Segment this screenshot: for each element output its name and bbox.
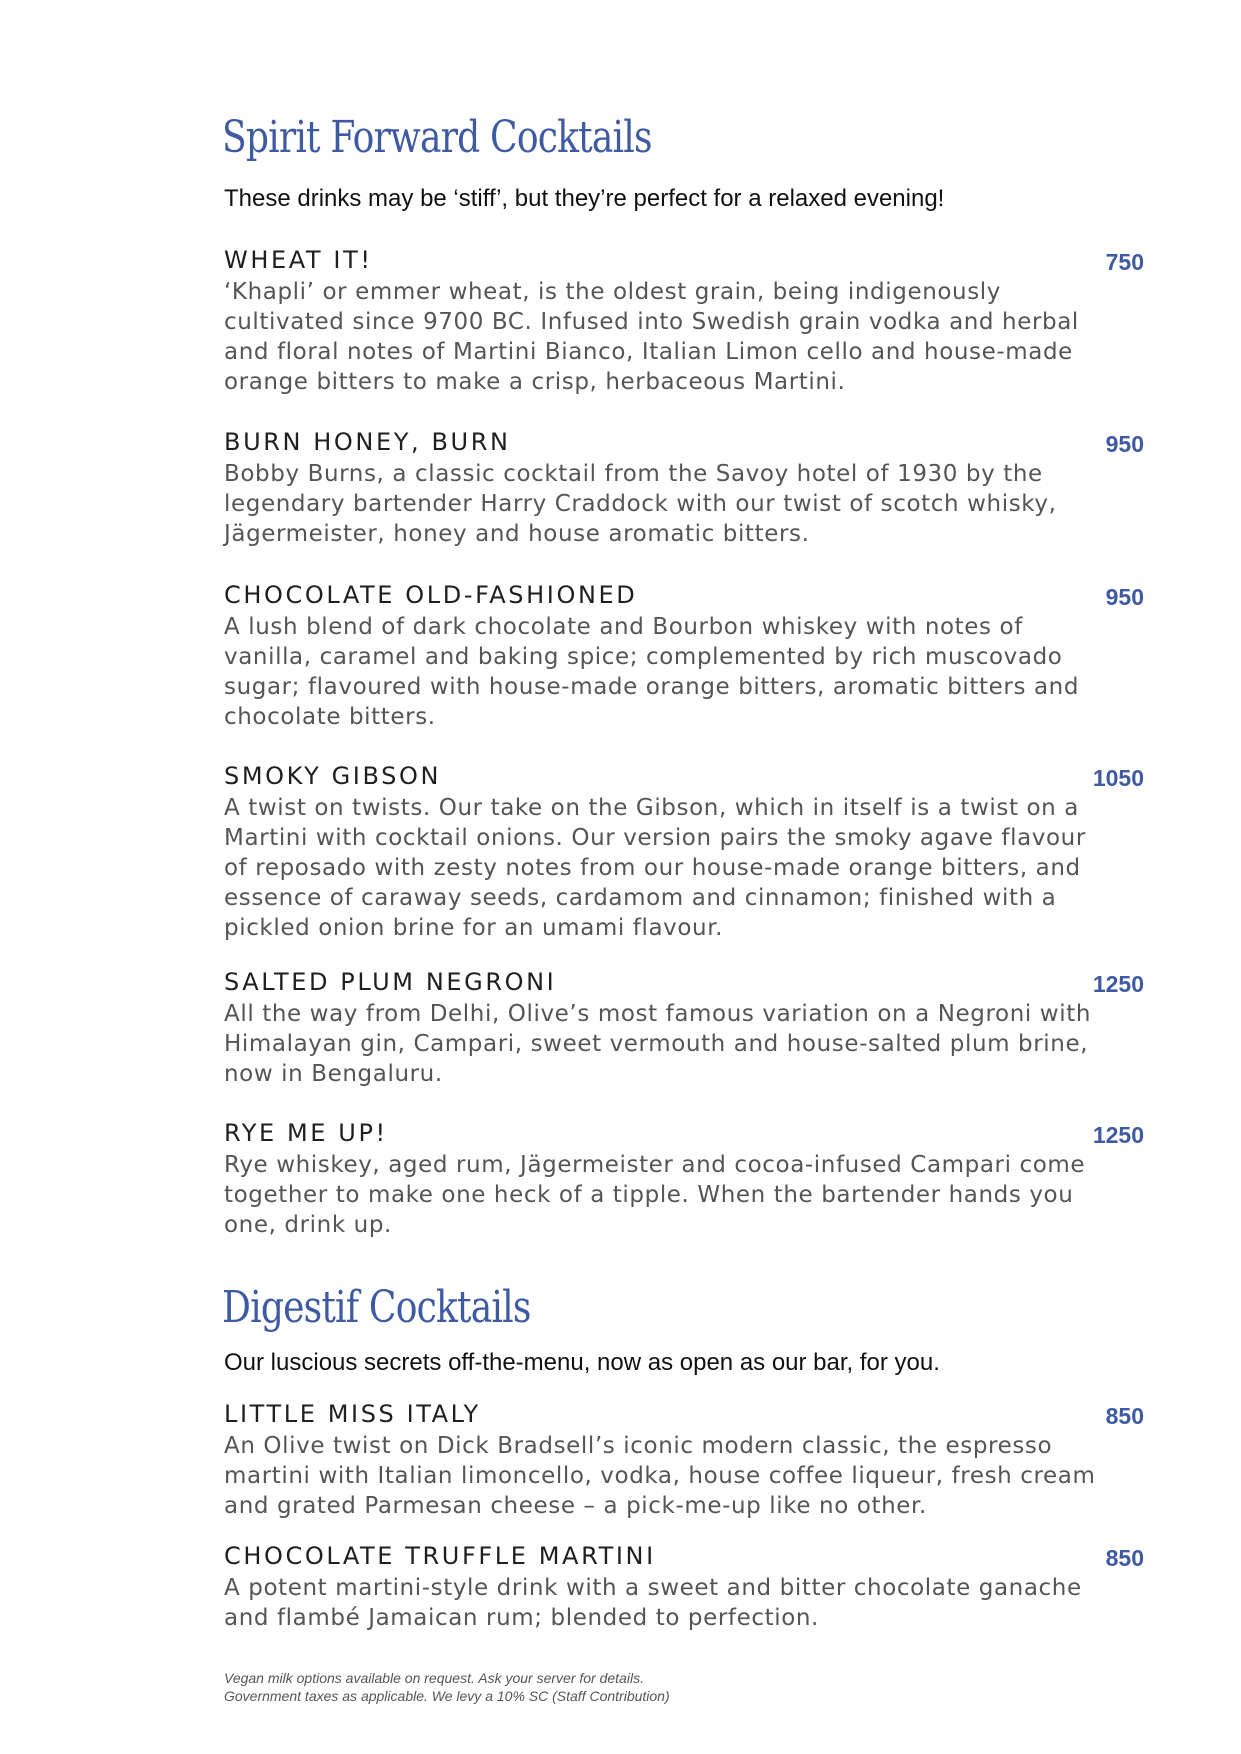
section-intro-spirit-forward: These drinks may be ‘stiff’, but they’re perfect for a relaxed evening!: [224, 185, 945, 212]
item-name: BURN HONEY, BURN: [224, 428, 511, 456]
item-price: 750: [1105, 249, 1144, 275]
item-price: 1250: [1092, 971, 1144, 997]
item-name: SALTED PLUM NEGRONI: [224, 968, 557, 996]
section-title-digestif: Digestif Cocktails: [222, 1282, 531, 1333]
item-description: Rye whiskey, aged rum, Jägermeister and cocoa-infused Campari come together to make one heck of a tipple. When the bartender hands you one, drink up.: [224, 1152, 1086, 1238]
section-title-spirit-forward: Spirit Forward Cocktails: [222, 112, 652, 163]
item-price: 850: [1105, 1403, 1144, 1429]
item-description: ‘Khapli’ or emmer wheat, is the oldest grain, being indigenously cultivated since 9700 BC. Infused into Swedish grain vodka and herbal and floral notes of Martini Bianco, Italian Limon cello and house-made orange bitters to make a crisp, herbaceous Martini.: [224, 279, 1079, 395]
menu-item-chocolate-old-fashioned: [224, 580, 1144, 732]
item-name: CHOCOLATE OLD-FASHIONED: [224, 581, 638, 609]
footer-tax-note: Government taxes as applicable. We levy a 10% SC (Staff Contribution): [224, 1688, 670, 1704]
item-name: LITTLE MISS ITALY: [224, 1400, 481, 1428]
footer-notes: [224, 1669, 670, 1705]
section-intro-digestif: Our luscious secrets off-the-menu, now as open as our bar, for you.: [224, 1349, 940, 1376]
item-name: CHOCOLATE TRUFFLE MARTINI: [224, 1542, 656, 1570]
item-description: Bobby Burns, a classic cocktail from the Savoy hotel of 1930 by the legendary bartender Harry Craddock with our twist of scotch whisky, Jägermeister, honey and house aromatic bitters.: [224, 461, 1057, 547]
menu-item-salted-plum-negroni: [224, 967, 1144, 1089]
item-name: SMOKY GIBSON: [224, 762, 442, 790]
item-description: All the way from Delhi, Olive’s most famous variation on a Negroni with Himalayan gin, Campari, sweet vermouth and house-salted plum brine, now in Bengaluru.: [224, 1001, 1091, 1087]
item-price: 850: [1105, 1545, 1144, 1571]
menu-item-little-miss-italy: [224, 1399, 1144, 1521]
item-price: 1250: [1092, 1122, 1144, 1148]
menu-item-rye-me-up: [224, 1118, 1144, 1240]
item-description: A twist on twists. Our take on the Gibson, which in itself is a twist on a Martini with cocktail onions. Our version pairs the smoky agave flavour of reposado with zesty notes from our house-made orange bitters, and essence of caraway seeds, cardamom and cinnamon; finished with a pickled onion brine for an umami flavour.: [224, 795, 1086, 941]
item-name: RYE ME UP!: [224, 1119, 388, 1147]
menu-item-burn-honey-burn: [224, 427, 1144, 549]
menu-item-wheat-it: [224, 245, 1144, 397]
menu-item-smoky-gibson: [224, 761, 1144, 943]
item-description: A potent martini-style drink with a sweet and bitter chocolate ganache and flambé Jamaican rum; blended to perfection.: [224, 1575, 1082, 1631]
item-price: 950: [1105, 584, 1144, 610]
item-name: WHEAT IT!: [224, 246, 373, 274]
item-price: 1050: [1092, 765, 1144, 791]
footer-vegan-note: Vegan milk options available on request. Ask your server for details.: [224, 1670, 644, 1686]
item-description: A lush blend of dark chocolate and Bourbon whiskey with notes of vanilla, caramel and baking spice; complemented by rich muscovado sugar; flavoured with house-made orange bitters, aromatic bitters and chocolate bitters.: [224, 614, 1080, 730]
item-description: An Olive twist on Dick Bradsell’s iconic modern classic, the espresso martini with Italian limoncello, vodka, house coffee liqueur, fresh cream and grated Parmesan cheese – a pick-me-up like no other.: [224, 1433, 1096, 1519]
item-price: 950: [1105, 431, 1144, 457]
menu-item-chocolate-truffle-martini: [224, 1541, 1144, 1633]
